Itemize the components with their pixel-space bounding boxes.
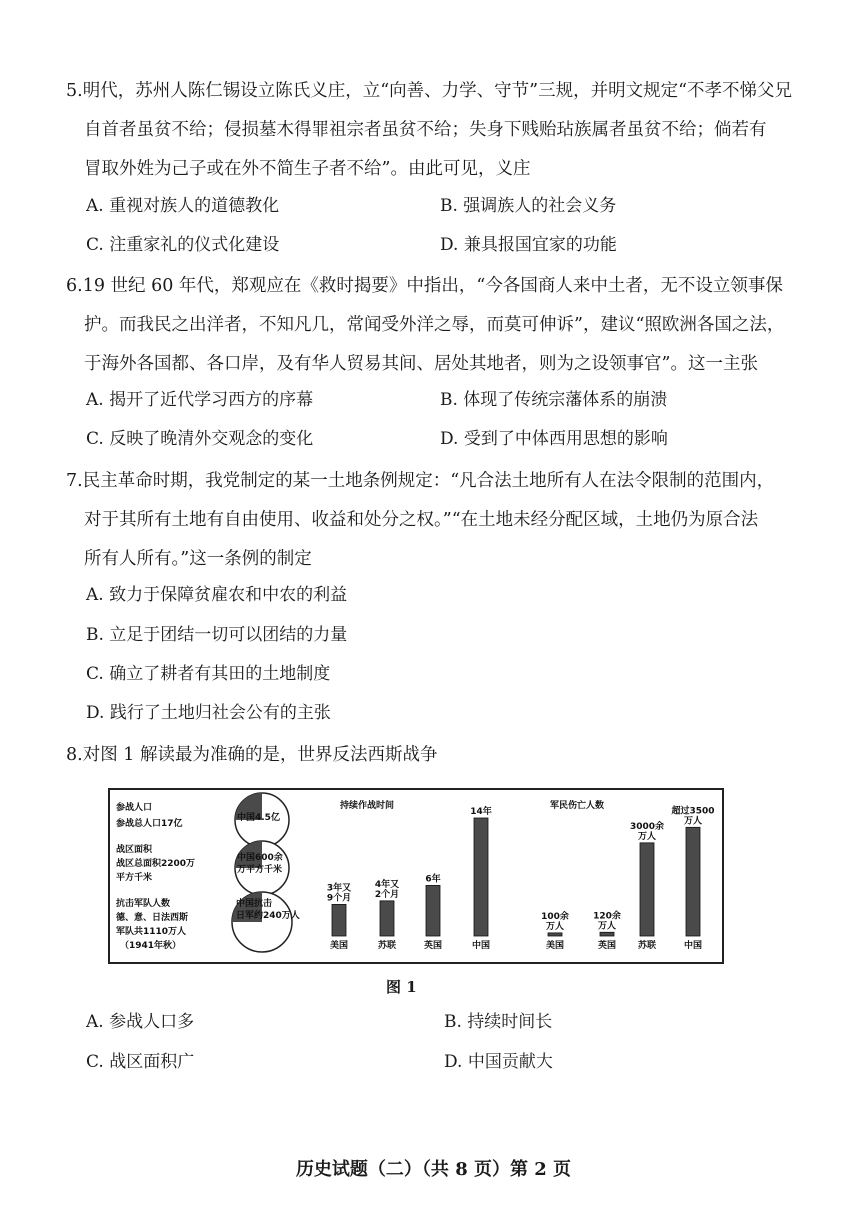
q7-option-d[interactable]: D. 践行了土地归社会公有的主张	[86, 703, 331, 723]
q8-option-a[interactable]: A. 参战人口多	[86, 1012, 195, 1032]
question-5	[66, 72, 796, 189]
casualty-value-label-2-0: 3000余	[629, 821, 665, 832]
question-7	[66, 462, 796, 579]
q6-option-c[interactable]: C. 反映了晚清外交观念的变化	[86, 429, 314, 449]
q8-stem: 8.对图 1 解读最为准确的是，世界反法西斯战争	[66, 745, 438, 765]
figure-1-graphic	[110, 790, 722, 962]
duration-bar-3	[474, 818, 488, 936]
duration-value-label-1-1: 2个月	[374, 889, 400, 900]
casualty-value-label-0-1: 万人	[545, 921, 565, 932]
casualty-bar-3	[686, 827, 700, 936]
duration-category-label-1: 苏联	[377, 941, 397, 951]
q5-option-c[interactable]: C. 注重家礼的仪式化建设	[86, 235, 280, 255]
page-footer: 历史试题（二）（共 8 页）第 2 页	[295, 1159, 572, 1180]
q8-option-c[interactable]: C. 战区面积广	[86, 1052, 195, 1072]
pie-troops	[232, 892, 300, 952]
q5-line-3: 冒取外姓为己子或在外不简生子者不给”。由此可见，义庄	[84, 159, 531, 179]
pie-area-label1: 中国600余	[237, 853, 283, 863]
casualty-value-label-0-0: 100余	[541, 911, 569, 922]
pie-population-label: 中国4.5亿	[237, 813, 280, 823]
casualty-bar-2	[640, 843, 654, 936]
duration-value-label-0-1: 9个月	[326, 893, 352, 904]
block2-line2: 平方千米	[116, 873, 153, 883]
pie-population	[235, 793, 289, 847]
duration-category-label-0: 美国	[329, 941, 349, 951]
q5-line-1: 5.明代，苏州人陈仁锡设立陈氏义庄，立“向善、力学、守节”三规，并明文规定“不孝不悌父兄	[66, 81, 793, 101]
casualty-bar-1	[600, 932, 614, 936]
block3-line2: 军队共1110万人	[116, 927, 187, 937]
q7-option-a[interactable]: A. 致力于保障贫雇农和中农的利益	[86, 585, 348, 605]
chart-duration	[327, 805, 492, 951]
duration-value-label-2: 6年	[425, 874, 441, 885]
chart-casualty	[541, 804, 714, 951]
casualty-category-label-2: 苏联	[637, 941, 657, 951]
q8-option-b[interactable]: B. 持续时间长	[444, 1012, 553, 1032]
question-6	[66, 267, 796, 384]
casualty-bar-0	[548, 933, 562, 936]
duration-value-label-3: 14年	[470, 807, 492, 817]
q5-option-a[interactable]: A. 重视对族人的道德教化	[86, 196, 280, 216]
casualty-value-label-2-1: 万人	[637, 831, 657, 842]
q7-option-b[interactable]: B. 立足于团结一切可以团结的力量	[86, 625, 348, 645]
duration-bar-2	[426, 885, 440, 936]
pie-area	[235, 841, 289, 895]
q7-line-3: 所有人所有。”这一条例的制定	[84, 549, 312, 569]
casualty-category-label-0: 美国	[545, 941, 565, 951]
block3-heading: 抗击军队人数	[116, 899, 171, 909]
q6-line-1: 6.19 世纪 60 年代，郑观应在《救时揭要》中指出，“今各国商人来中土者，无不设立领事保	[66, 276, 783, 296]
q6-line-2: 护。而我民之出洋者，不知凡几，常闻受外洋之辱，而莫可伸诉”，建议“照欧洲各国之法，	[84, 315, 785, 335]
block1-heading: 参战人口	[116, 803, 153, 813]
chart-duration-title: 持续作战时间	[340, 801, 395, 811]
block3-line1: 德、意、日法西斯	[116, 913, 189, 923]
block2-line1: 战区总面积2200万	[116, 859, 196, 869]
pie-troops-label2: 日军约240万人	[236, 911, 300, 921]
duration-value-label-1-0: 4年又	[374, 879, 400, 890]
pie-area-label2: 万平方千米	[237, 865, 283, 875]
q8-option-d[interactable]: D. 中国贡献大	[444, 1052, 553, 1072]
q5-option-d[interactable]: D. 兼具报国宜家的功能	[440, 235, 617, 255]
block1-line1: 参战总人口17亿	[116, 819, 183, 829]
casualty-category-label-3: 中国	[683, 941, 703, 951]
casualty-value-label-3-1: 万人	[683, 816, 703, 827]
duration-category-label-2: 英国	[423, 941, 443, 951]
duration-bar-0	[332, 904, 346, 936]
figure-1	[108, 788, 724, 964]
q6-option-a[interactable]: A. 揭开了近代学习西方的序幕	[86, 390, 314, 410]
casualty-value-label-3-0: 超过3500	[671, 806, 715, 817]
block3-line3: （1941年秋）	[120, 941, 182, 951]
duration-category-label-3: 中国	[471, 941, 491, 951]
block2-heading: 战区面积	[116, 845, 153, 855]
q6-option-d[interactable]: D. 受到了中体西用思想的影响	[440, 429, 668, 449]
casualty-value-label-1-1: 万人	[597, 921, 617, 932]
q5-option-b[interactable]: B. 强调族人的社会义务	[440, 196, 617, 216]
q6-line-3: 于海外各国都、各口岸，及有华人贸易其间、居处其地者，则为之设领事官”。这一主张	[84, 354, 758, 374]
chart-casualty-title: 军民伤亡人数	[550, 801, 605, 811]
pie-troops-label1: 中国抗击	[236, 899, 273, 909]
q7-line-2: 对于其所有土地有自由使用、收益和处分之权。”“在土地未经分配区域，土地仍为原合法	[84, 510, 759, 530]
casualty-value-label-1-0: 120余	[593, 911, 621, 922]
duration-bar-1	[380, 901, 394, 936]
question-8	[66, 736, 796, 775]
duration-value-label-0-0: 3年又	[326, 883, 352, 894]
q7-line-1: 7.民主革命时期，我党制定的某一土地条例规定：“凡合法土地所有人在法令限制的范围内，	[66, 471, 775, 491]
q7-option-c[interactable]: C. 确立了耕者有其田的土地制度	[86, 664, 331, 684]
q6-option-b[interactable]: B. 体现了传统宗藩体系的崩溃	[440, 390, 668, 410]
q5-line-2: 自首者虽贫不给；侵损墓木得罪祖宗者虽贫不给；失身下贱贻玷族属者虽贫不给；倘若有	[84, 120, 767, 140]
figure-caption: 图 1	[386, 978, 417, 996]
casualty-category-label-1: 英国	[597, 941, 617, 951]
